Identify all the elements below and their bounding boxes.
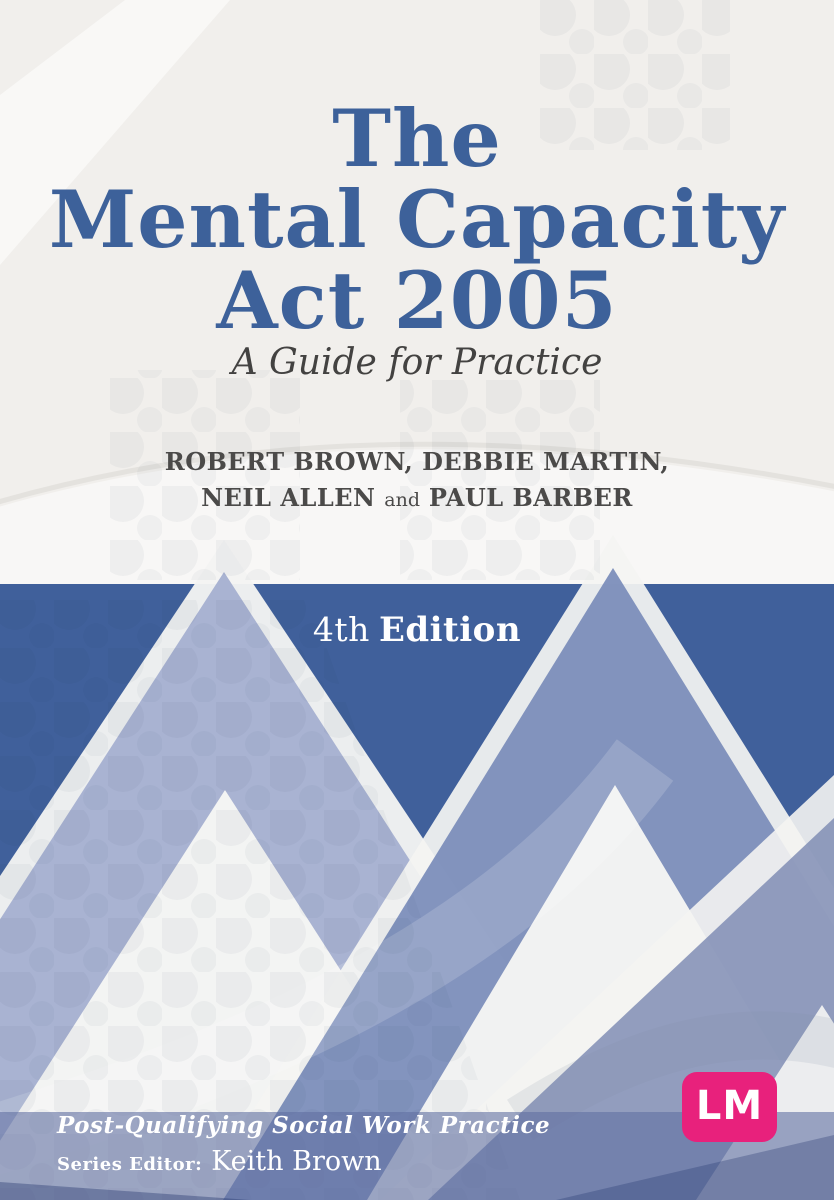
author-paul-barber: PAUL BARBER [428,483,633,512]
title-line-3: Act 2005 [216,254,618,347]
edition-label [0,610,834,650]
series-title: Post-Qualifying Social Work Practice [57,1112,551,1139]
book-title [0,92,834,347]
series-editor-line [57,1146,382,1177]
title-line-2: Mental Capacity [48,173,786,266]
edition-word: Edition [378,610,522,650]
edition-number: 4th [312,610,370,649]
authors-line-2 [0,480,834,518]
publisher-logo [682,1072,777,1142]
author-neil-allen: NEIL ALLEN [201,483,376,512]
publisher-logo-text: LM [695,1082,764,1129]
book-subtitle: A Guide for Practice [231,342,603,383]
series-editor-label: Series Editor: [57,1154,203,1175]
authors-conjunction: and [384,489,421,511]
authors-line-1: ROBERT BROWN, DEBBIE MARTIN, [164,447,670,476]
authors-block [0,444,834,518]
series-editor-name: Keith Brown [211,1146,382,1177]
title-line-1: The [332,92,502,185]
